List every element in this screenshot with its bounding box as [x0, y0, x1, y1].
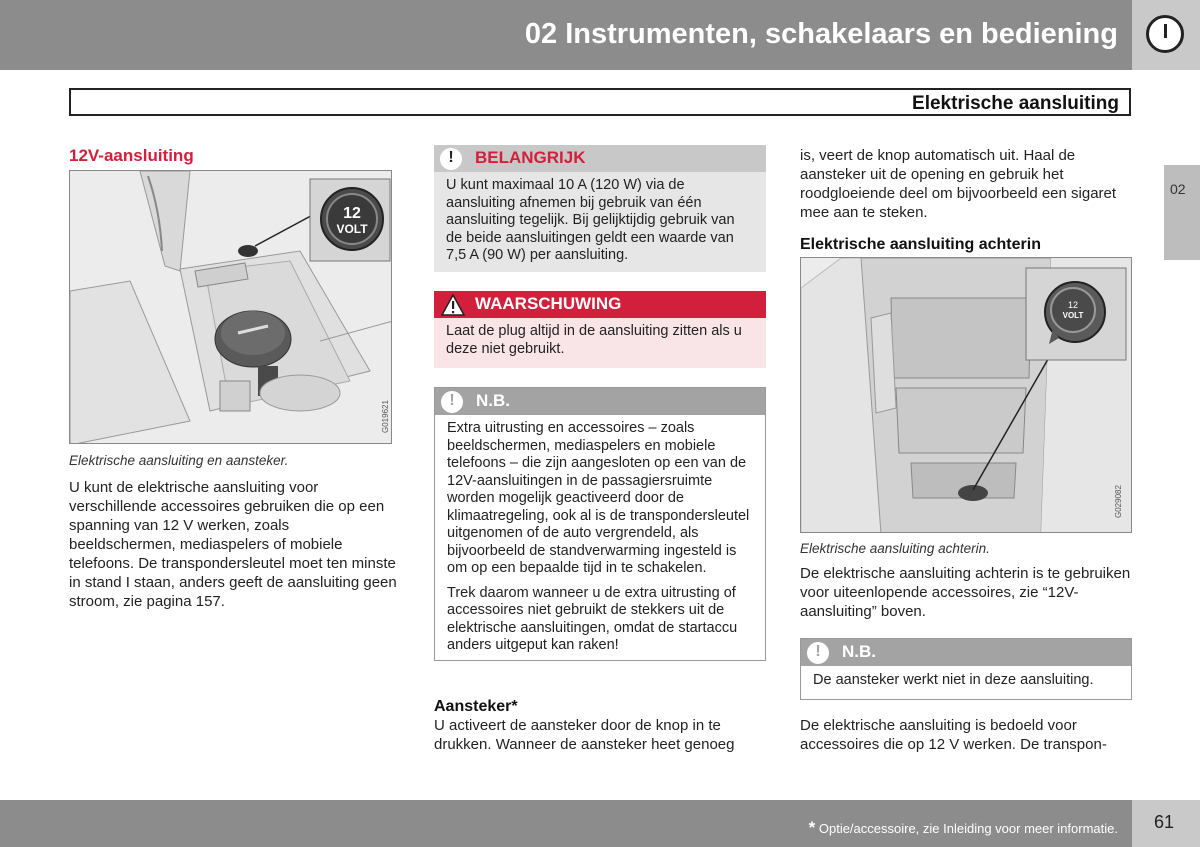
note-box-middle — [434, 387, 766, 661]
lighter-text: U activeert de aansteker door de knop in te drukken. Wanneer de aansteker heet genoeg — [434, 717, 735, 753]
page-number: 61 — [1154, 812, 1175, 832]
right-intro-text: is, veert de knop automatisch uit. Haal de aansteker uit de opening en gebruik het roodgloeiende deel om bijvoorbeeld een sigaret mee aan te steken. — [800, 147, 1117, 221]
section-title-bar — [69, 88, 1131, 116]
rear-badge-12: 12 — [1067, 300, 1079, 310]
lighter-heading: Aansteker* — [434, 698, 518, 715]
right-closing-text: De elektrische aansluiting is bedoeld voor accessoires die op 12 V werken. De transpon- — [800, 717, 1107, 753]
lighter-section — [434, 697, 766, 754]
figure-caption-rear: Elektrische aansluiting achterin. — [800, 541, 990, 556]
exclamation-icon: ! — [807, 642, 829, 664]
badge-12: 12 — [343, 205, 361, 222]
section-title: Elektrische aansluiting — [912, 93, 1119, 114]
note-body-middle — [435, 415, 765, 660]
important-label: BELANGRIJK — [475, 148, 586, 167]
right-closing — [800, 716, 1132, 754]
note-box-right — [800, 638, 1132, 700]
left-text — [69, 451, 399, 611]
note-label-middle: N.B. — [476, 391, 510, 410]
warning-header — [434, 291, 766, 318]
note-text-middle-2: Trek daarom wanneer u de extra uitrusting of accessoires niet gebruikt de stekkers uit de elektrische aansluitingen, omdat de startaccu anders uitgeput kan raken! — [447, 584, 738, 653]
chapter-tab[interactable] — [1164, 165, 1200, 260]
warning-text: Laat de plug altijd in de aansluiting zitten als u deze niet gebruikt. — [434, 318, 766, 368]
right-intro — [800, 146, 1132, 254]
console-illustration — [70, 171, 392, 444]
right-body-text: De elektrische aansluiting achterin is te gebruiken voor uiteenlopende accessoires, zie “12V-aansluiting” boven. — [800, 565, 1131, 620]
footer-star: * — [808, 818, 816, 837]
rear-console-illustration — [801, 258, 1132, 533]
figure-front-socket — [69, 170, 392, 444]
left-body-text: U kunt de elektrische aansluiting voor verschillende accessoires gebruiken die op een spanning van 12 V werken, zoals beeldschermen, mediaspelers of mobiele telefoons. De transpondersleutel moet ten minste in stand I staan, anders geeft de aansluiting geen stroom, zie pagina 157. — [69, 479, 397, 610]
page-number-box — [1132, 800, 1200, 847]
note-header-middle — [435, 388, 765, 415]
important-text: U kunt maximaal 10 A (120 W) via de aansluiting afnemen bij gebruik van één aansluiting tegelijk. Bij gelijktijdig gebruik van de beide aansluitingen geldt een waarde van 7,5 A (90 W) per aansluiting. — [434, 172, 766, 272]
badge-volt: VOLT — [336, 222, 368, 236]
heading-12v: 12V-aansluiting — [69, 146, 194, 165]
footer-note — [809, 818, 1118, 838]
chapter-tab-label: 02 — [1170, 181, 1186, 197]
note-text-middle-1: Extra uitrusting en accessoires – zoals beeldschermen, mediaspelers en mobiele telefoons – die zijn aangesloten op een van de 12V-aansluitingen in de passagiersruimte worden mogelijk geactiveerd door de klimaatregeling, ook al is de transpondersleutel uitgenomen of de auto vergrendeld, als bijvoorbeeld de standverwarming ingesteld is om op een bepaalde tijd in te schakelen. — [447, 420, 750, 576]
warning-triangle-icon — [441, 294, 465, 316]
footer-note-text: Optie/accessoire, zie Inleiding voor meer informatie. — [818, 821, 1118, 836]
page-footer — [0, 800, 1132, 847]
warning-box — [434, 291, 766, 368]
important-header — [434, 145, 766, 172]
chapter-title: 02 Instrumenten, schakelaars en bediening — [524, 18, 1118, 50]
right-text — [800, 539, 1132, 621]
important-box — [434, 145, 766, 272]
rear-socket-heading: Elektrische aansluiting achterin — [800, 236, 1041, 253]
chapter-header — [0, 0, 1132, 70]
left-column — [69, 146, 409, 165]
figure-rear-socket — [800, 257, 1132, 533]
rear-badge-volt: VOLT — [1062, 311, 1084, 320]
note-label-right: N.B. — [842, 642, 876, 661]
warning-label: WAARSCHUWING — [475, 294, 622, 313]
rear-figure-code: G029082 — [1114, 485, 1123, 518]
note-header-right — [801, 639, 1131, 666]
exclamation-icon: ! — [441, 391, 463, 413]
figure-caption-front: Elektrische aansluiting en aansteker. — [69, 453, 289, 468]
note-text-right: De aansteker werkt niet in deze aansluiting. — [801, 666, 1131, 699]
exclamation-icon: ! — [440, 148, 462, 170]
gauge-icon — [1146, 15, 1184, 53]
figure-code: G019621 — [381, 400, 390, 433]
